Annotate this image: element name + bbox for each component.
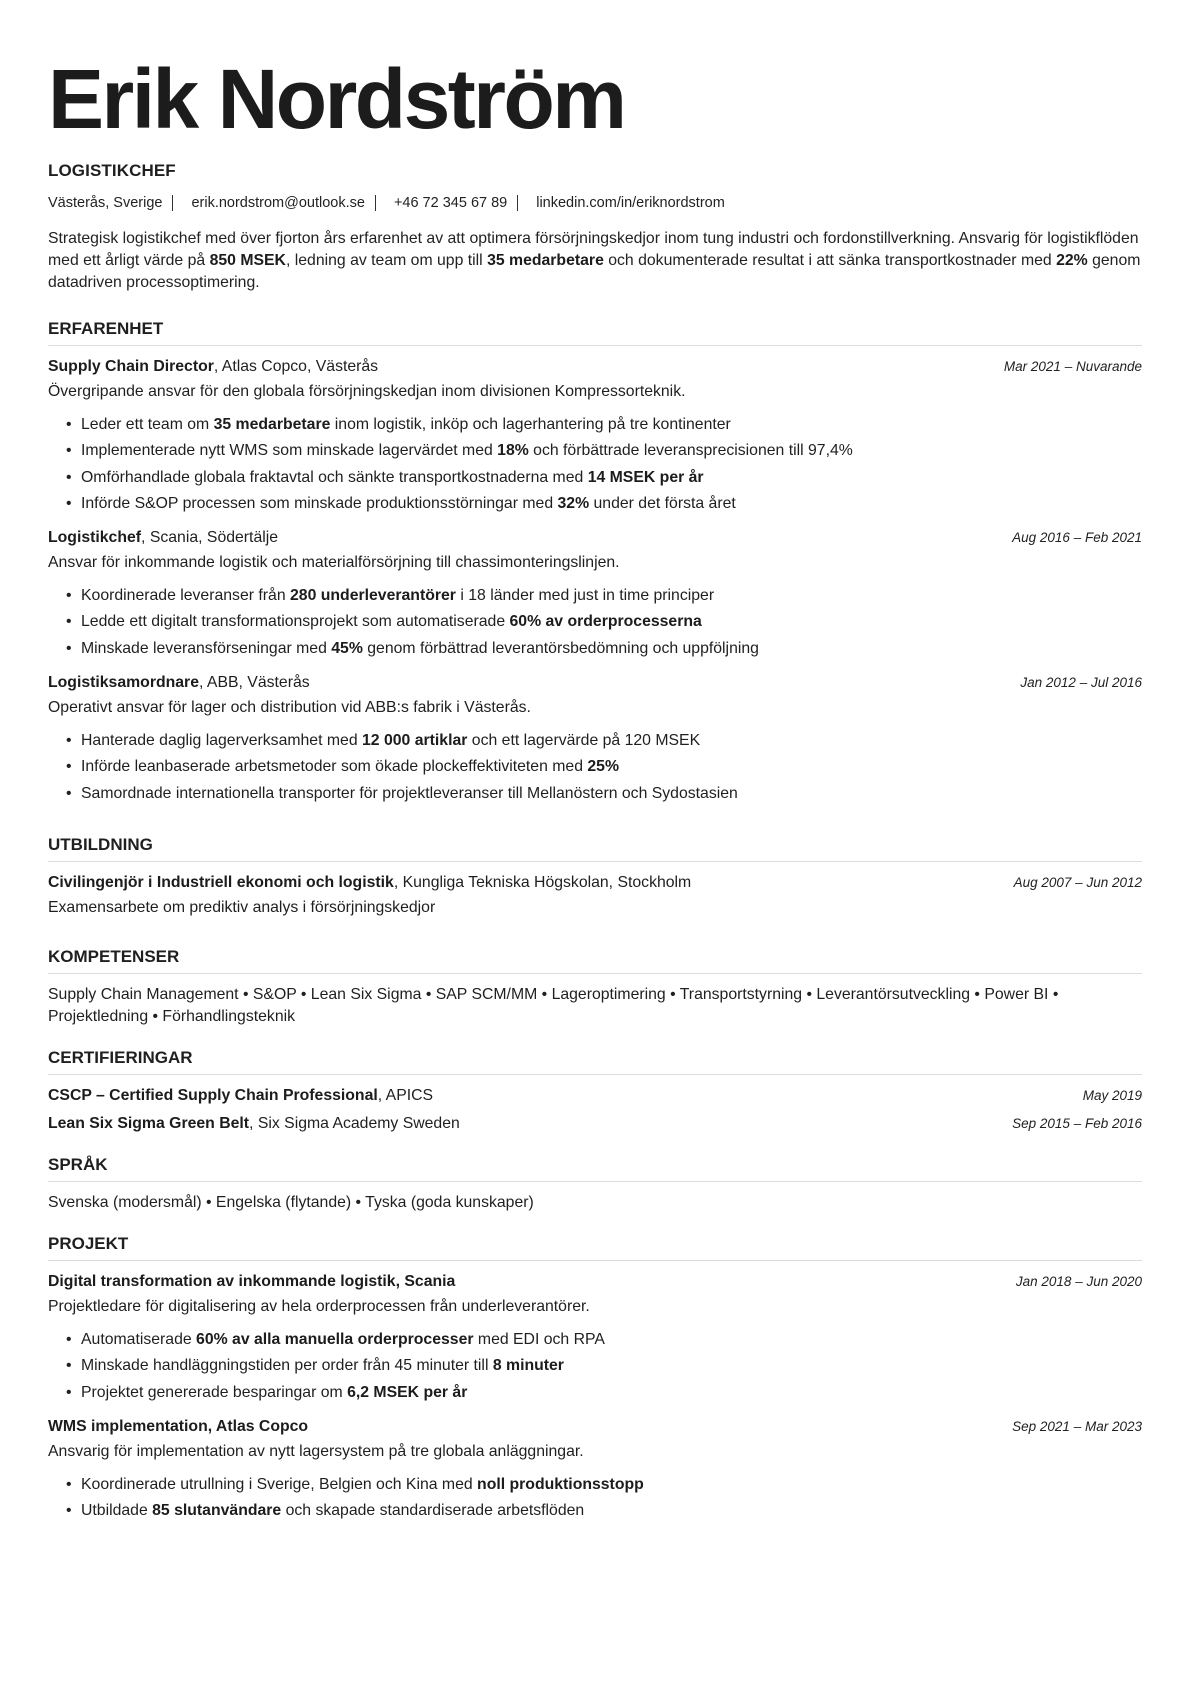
job-title: LOGISTIKCHEF [48, 161, 176, 180]
summary [48, 228, 1142, 294]
job-bullets [48, 583, 1142, 662]
bullet-item: • Införde leanbaserade arbetsmetoder som ökade plockeffektiviteten med 25% [81, 754, 1142, 780]
contact-phone[interactable]: +46 72 345 67 89 [393, 195, 508, 211]
project-date: Sep 2021 – Mar 2023 [1012, 1418, 1142, 1434]
project-date: Jan 2018 – Jun 2020 [1015, 1273, 1142, 1289]
job-role: Supply Chain Director [48, 358, 214, 375]
bullet-item: • Minskade handläggningstiden per order från 45 minuter till 8 minuter [81, 1353, 1142, 1379]
section-heading: ERFARENHET [48, 319, 1142, 346]
bullet-item: • Projektet genererade besparingar om 6,2 MSEK per år [81, 1380, 1142, 1406]
bullet-item: • Automatiserade 60% av alla manuella orderprocesser med EDI och RPA [81, 1327, 1142, 1353]
contact-email[interactable]: erik.nordstrom@outlook.se [191, 195, 365, 211]
summary-highlight: 35 medarbetare [487, 252, 604, 269]
summary-text: , ledning av team om upp till [285, 252, 488, 269]
job-description: Operativt ansvar för lager och distribution vid ABB:s fabrik i Västerås. [48, 699, 531, 717]
bullet-item: • Leder ett team om 35 medarbetare inom logistik, inköp och lagerhantering på tre kontinenter [81, 412, 1142, 438]
separator [375, 195, 376, 211]
project-title: WMS implementation, Atlas Copco [48, 1417, 309, 1435]
degree: Civilingenjör i Industriell ekonomi och logistik [48, 873, 394, 891]
experience-section [48, 319, 1142, 807]
summary-text: Strategisk logistikchef med över fjorton års erfarenhet av att optimera försörjningskedjor inom tung industri och fordonstillverkning. Ansvarig för logistikflöden med ett årligt värde på [48, 230, 1139, 269]
job-role: Logistiksamordnare [48, 674, 199, 692]
job-entry [48, 672, 1142, 807]
languages-list: Svenska (modersmål) • Engelska (flytande) • Tyska (goda kunskaper) [48, 1193, 534, 1211]
skills-list: Supply Chain Management • S&OP • Lean Six Sigma • SAP SCM/MM • Lageroptimering • Transportstyrning • Leverantörsutveckling • Power BI • Projektledning • Förhandlingsteknik [48, 985, 1059, 1025]
summary-text: genom datadriven processoptimering. [48, 252, 1141, 291]
education-description: Examensarbete om prediktiv analys i försörjningskedjor [48, 898, 436, 916]
education-entry [48, 872, 1142, 919]
project-bullets [48, 1327, 1142, 1406]
bullet-item: • Ledde ett digitalt transformationsprojekt som automatiserade 60% av orderprocesserna [81, 609, 1142, 635]
section-heading: PROJEKT [48, 1234, 1142, 1261]
languages-section [48, 1155, 1142, 1214]
cert-name: CSCP – Certified Supply Chain Professional [48, 1086, 378, 1104]
bullet-item: • Samordnade internationella transporter för projektleveranser till Mellanöstern och Sydostasien [81, 781, 1142, 807]
certification-item [48, 1113, 1142, 1135]
bullet-item: • Minskade leveransförseningar med 45% genom förbättrad leverantörsbedömning och uppföljning [81, 636, 1142, 662]
section-heading: CERTIFIERINGAR [48, 1048, 1142, 1075]
job-org: , Scania, Södertälje [141, 529, 279, 547]
summary-highlight: 850 MSEK [209, 252, 286, 269]
certifications-section [48, 1048, 1142, 1135]
project-entry [48, 1416, 1142, 1525]
bullet-item: • Koordinerade utrullning i Sverige, Belgien och Kina med noll produktionsstopp [81, 1472, 1142, 1498]
job-bullets [48, 412, 1142, 517]
job-org: , Atlas Copco, Västerås [213, 358, 379, 375]
summary-highlight: 22% [1056, 252, 1088, 269]
job-date: Jan 2012 – Jul 2016 [1020, 675, 1142, 691]
job-date: Aug 2016 – Feb 2021 [1012, 530, 1142, 546]
certification-item [48, 1085, 1142, 1107]
project-description: Projektledare för digitalisering av hela orderprocessen från underleverantörer. [48, 1297, 590, 1315]
project-entry [48, 1271, 1142, 1406]
school: , Kungliga Tekniska Högskolan, Stockholm [393, 873, 692, 891]
job-bullets [48, 728, 1142, 807]
cert-issuer: , Six Sigma Academy Sweden [249, 1114, 460, 1132]
section-heading: SPRÅK [48, 1155, 1142, 1182]
job-date: Mar 2021 – Nuvarande [1003, 359, 1142, 374]
bullet-item: • Införde S&OP processen som minskade produktionsstörningar med 32% under det första året [81, 491, 1142, 517]
job-description: Ansvar för inkommande logistik och materialförsörjning till chassimonteringslinjen. [48, 554, 620, 572]
separator [517, 195, 518, 211]
bullet-item: • Omförhandlade globala fraktavtal och sänkte transportkostnaderna med 14 MSEK per år [81, 465, 1142, 491]
education-date: Aug 2007 – Jun 2012 [1013, 874, 1142, 890]
project-title: Digital transformation av inkommande logistik, Scania [48, 1272, 456, 1290]
contact-linkedin[interactable]: linkedin.com/in/eriknordstrom [536, 195, 725, 211]
section-heading: UTBILDNING [48, 835, 1142, 862]
summary-text: och dokumenterade resultat i att sänka transportkostnader med [603, 252, 1057, 269]
cert-name: Lean Six Sigma Green Belt [48, 1114, 250, 1132]
separator [172, 195, 173, 211]
job-entry [48, 527, 1142, 662]
bullet-item: • Hanterade daglig lagerverksamhet med 12 000 artiklar och ett lagervärde på 120 MSEK [81, 728, 1142, 754]
bullet-item: • Koordinerade leveranser från 280 underleverantörer i 18 länder med just in time principer [81, 583, 1142, 609]
job-entry [48, 356, 1142, 517]
projects-section [48, 1234, 1142, 1524]
cert-issuer: , APICS [377, 1086, 434, 1104]
cert-date: Sep 2015 – Feb 2016 [1012, 1115, 1142, 1131]
job-role: Logistikchef [48, 529, 142, 547]
bullet-item: • Implementerade nytt WMS som minskade lagervärdet med 18% och förbättrade leveransprecisionen till 97,4% [81, 438, 1142, 464]
bullet-item: • Utbildade 85 slutanvändare och skapade standardiserade arbetsflöden [81, 1498, 1142, 1524]
project-description: Ansvarig för implementation av nytt lagersystem på tre globala anläggningar. [48, 1442, 584, 1460]
project-bullets [48, 1472, 1142, 1525]
skills-section [48, 947, 1142, 1028]
job-org: , ABB, Västerås [199, 674, 310, 692]
contact-location: Västerås, Sverige [48, 195, 163, 211]
cert-date: May 2019 [1082, 1087, 1142, 1103]
section-heading: KOMPETENSER [48, 947, 1142, 974]
contact-line [48, 195, 1142, 211]
job-description: Övergripande ansvar för den globala försörjningskedjan inom divisionen Kompressorteknik. [48, 383, 686, 400]
candidate-name: Erik Nordström [48, 52, 625, 146]
education-section [48, 835, 1142, 919]
